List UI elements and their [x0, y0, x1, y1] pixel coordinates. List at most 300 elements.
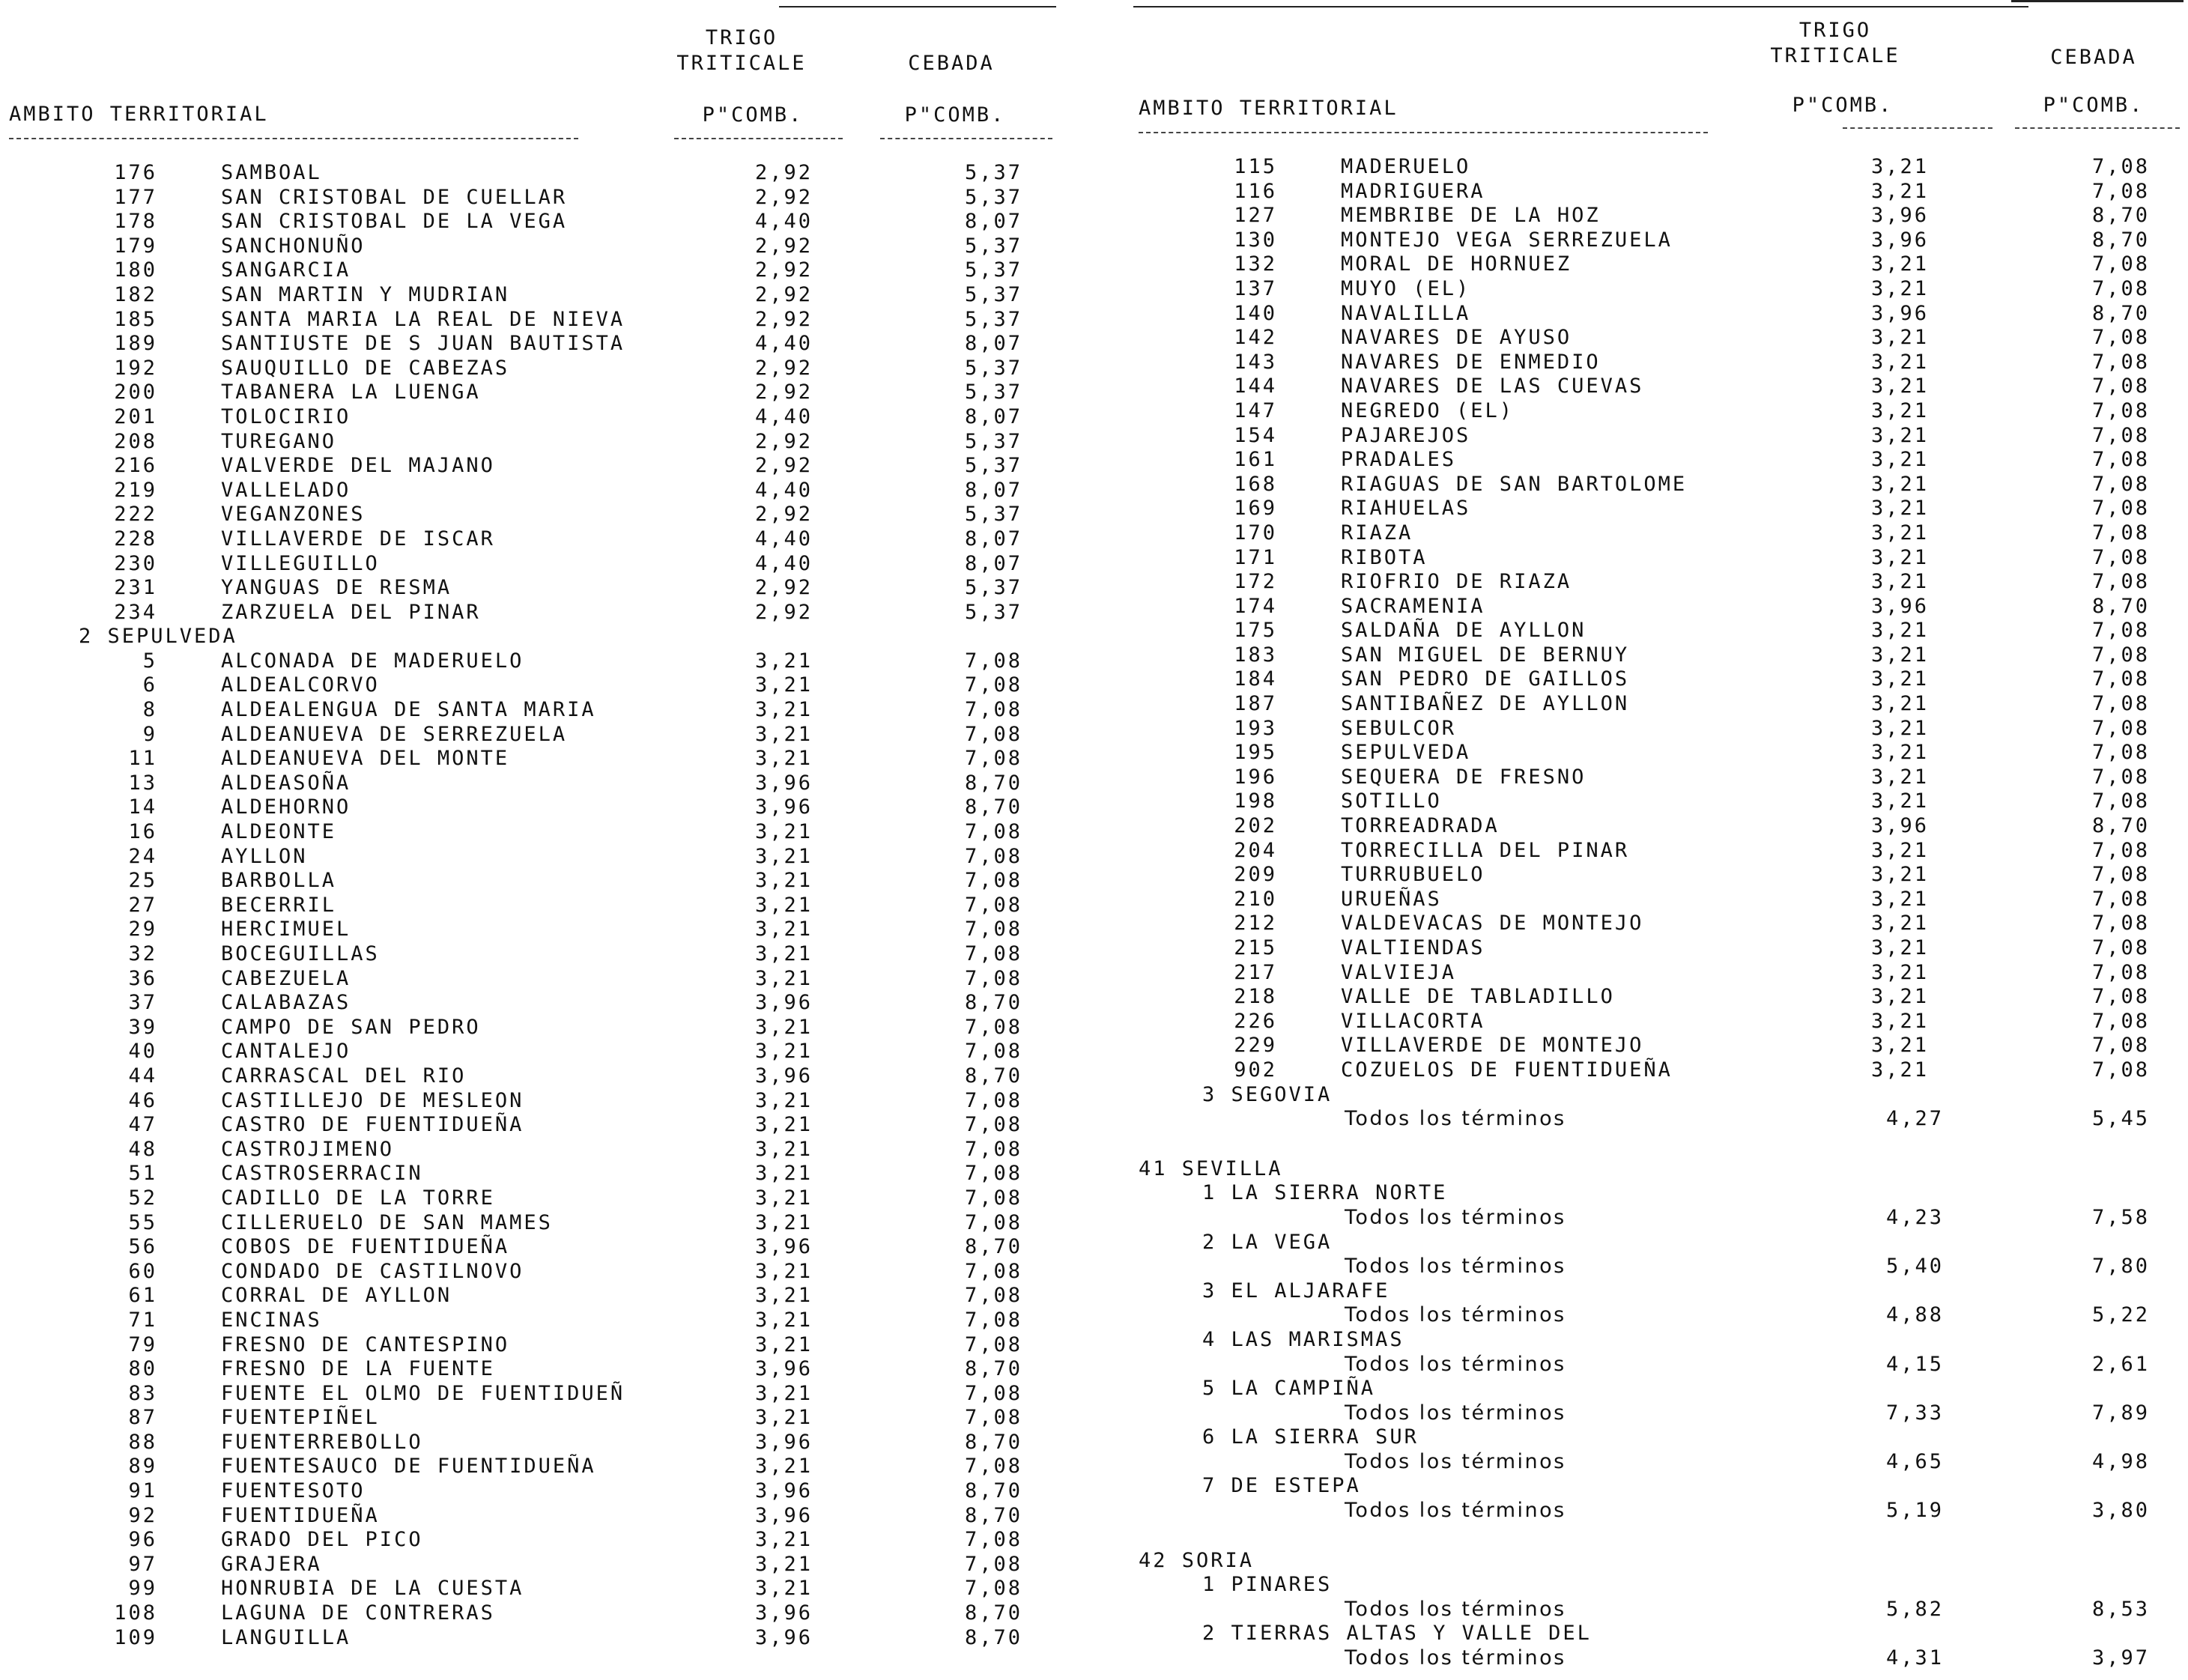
municipality-name: VALVIEJA	[1341, 960, 1457, 984]
table-row	[1127, 228, 2184, 253]
municipality-name: MORAL DE HORNUEZ	[1341, 252, 1572, 276]
cebada-value: 7,58	[2091, 1205, 2150, 1229]
table-row	[0, 380, 1079, 405]
trigo-value: 3,21	[754, 1210, 813, 1234]
cebada-value: 7,08	[2091, 1009, 2150, 1033]
municipality-code: 143	[1234, 350, 1277, 374]
municipality-name: SAMBOAL	[221, 161, 322, 184]
municipality-name: BARBOLLA	[221, 869, 337, 893]
municipality-name: CABEZUELA	[221, 966, 351, 990]
municipality-code: 46	[128, 1088, 157, 1112]
header-triticale-label: TRITICALE	[676, 52, 807, 75]
cebada-value: 5,37	[964, 282, 1022, 306]
cebada-value: 7,08	[2091, 887, 2150, 911]
trigo-value: 3,96	[754, 1357, 813, 1381]
comarca-label: 1 LA SIERRA NORTE	[1202, 1181, 1448, 1205]
municipality-code: 8	[142, 698, 157, 722]
municipality-code: 168	[1234, 472, 1277, 496]
trigo-value: 3,21	[754, 722, 813, 746]
municipality-name: BECERRIL	[221, 893, 337, 917]
comarca-label: 1 PINARES	[1202, 1573, 1333, 1597]
municipality-name: SANTIUSTE DE S JUAN BAUTISTA	[221, 332, 625, 356]
table-row	[1127, 399, 2184, 424]
trigo-value: 3,96	[754, 1479, 813, 1503]
trigo-value: 2,92	[754, 234, 813, 258]
trigo-value: 3,96	[1870, 594, 1929, 618]
municipality-name: TORREADRADA	[1341, 814, 1500, 838]
municipality-code: 132	[1234, 252, 1277, 276]
cebada-value: 7,80	[2091, 1255, 2150, 1279]
table-row	[1127, 424, 2184, 449]
municipality-name: ALDEANUEVA DEL MONTE	[221, 747, 510, 771]
cebada-value: 7,08	[964, 1015, 1022, 1039]
cebada-value: 5,37	[964, 503, 1022, 527]
cebada-value: 7,08	[2091, 521, 2150, 545]
comarca-label: 2 SEPULVEDA	[79, 625, 237, 649]
table-row	[0, 1382, 1079, 1407]
cebada-value: 7,08	[2091, 985, 2150, 1009]
municipality-code: 61	[128, 1284, 157, 1308]
cebada-value: 7,08	[964, 918, 1022, 941]
trigo-value: 3,21	[1870, 765, 1929, 789]
todos-row	[1127, 1401, 2184, 1426]
trigo-value: 3,21	[754, 1577, 813, 1601]
trigo-value: 3,96	[754, 991, 813, 1015]
table-row	[0, 1553, 1079, 1577]
municipality-name: COZUELOS DE FUENTIDUEÑA	[1341, 1058, 1673, 1082]
municipality-code: 48	[128, 1137, 157, 1161]
cebada-value: 3,97	[2091, 1646, 2150, 1670]
cebada-value: 5,37	[964, 161, 1022, 184]
cebada-value: 7,08	[2091, 155, 2150, 178]
trigo-value: 3,21	[754, 1040, 813, 1064]
header-divider-ambito	[1139, 132, 1708, 133]
municipality-code: 130	[1234, 228, 1277, 252]
municipality-name: LANGUILLA	[221, 1625, 351, 1649]
table-row	[0, 1528, 1079, 1553]
municipality-name: CAMPO DE SAN PEDRO	[221, 1015, 481, 1039]
trigo-value: 3,21	[1870, 252, 1929, 276]
trigo-value: 3,21	[1870, 374, 1929, 398]
cebada-value: 7,08	[2091, 374, 2150, 398]
cebada-value: 8,70	[2091, 204, 2150, 228]
municipality-name: PRADALES	[1341, 448, 1457, 472]
municipality-name: VALLE DE TABLADILLO	[1341, 985, 1615, 1009]
cebada-value: 5,37	[964, 356, 1022, 380]
comarca-label: 7 DE ESTEPA	[1202, 1474, 1361, 1498]
trigo-value: 4,23	[1885, 1205, 1944, 1229]
municipality-name: VILLEGUILLO	[221, 551, 380, 575]
municipality-name: ALDEONTE	[221, 820, 337, 844]
municipality-code: 226	[1234, 1009, 1277, 1033]
municipality-code: 185	[114, 307, 157, 331]
todos-row	[1127, 1206, 2184, 1231]
trigo-value: 3,21	[754, 844, 813, 868]
cebada-value: 7,08	[2091, 912, 2150, 935]
header-divider-trigo	[1843, 127, 1992, 129]
trigo-value: 3,21	[754, 1332, 813, 1356]
cebada-value: 5,45	[2091, 1107, 2150, 1131]
municipality-name: SAN CRISTOBAL DE CUELLAR	[221, 185, 568, 209]
table-row	[1127, 277, 2184, 302]
todos-row	[1127, 1353, 2184, 1377]
municipality-name: GRAJERA	[221, 1552, 322, 1576]
trigo-value: 3,21	[1870, 643, 1929, 667]
municipality-name: ALDEALENGUA DE SANTA MARIA	[221, 698, 596, 722]
municipality-code: 170	[1234, 521, 1277, 545]
table-row	[0, 1308, 1079, 1333]
cebada-value: 7,08	[964, 1210, 1022, 1234]
comarca-heading	[1127, 1377, 2184, 1401]
municipality-name: ALDEANUEVA DE SERREZUELA	[221, 722, 568, 746]
trigo-value: 3,21	[754, 893, 813, 917]
cebada-value: 7,08	[964, 1162, 1022, 1186]
cebada-value: 7,08	[2091, 863, 2150, 887]
table-row	[1127, 1034, 2184, 1058]
municipality-code: 87	[128, 1406, 157, 1430]
header-divider-cebada	[2015, 127, 2180, 129]
municipality-name: VALDEVACAS DE MONTEJO	[1341, 912, 1644, 935]
trigo-value: 3,21	[754, 918, 813, 941]
cebada-value: 8,70	[964, 795, 1022, 819]
cebada-value: 7,08	[2091, 741, 2150, 765]
trigo-value: 3,21	[1870, 472, 1929, 496]
table-row	[0, 332, 1079, 357]
trigo-value: 3,21	[1870, 838, 1929, 862]
trigo-value: 2,92	[754, 161, 813, 184]
municipality-name: MADERUELO	[1341, 155, 1471, 178]
trigo-value: 3,21	[754, 1406, 813, 1430]
trigo-value: 3,21	[754, 1113, 813, 1137]
municipality-name: RIAHUELAS	[1341, 497, 1471, 521]
municipality-code: 109	[114, 1625, 157, 1649]
trigo-value: 3,21	[754, 1137, 813, 1161]
municipality-name: CONDADO DE CASTILNOVO	[221, 1259, 524, 1283]
table-row	[1127, 692, 2184, 717]
municipality-code: 234	[114, 600, 157, 624]
municipality-name: CASTRO DE FUENTIDUEÑA	[221, 1113, 524, 1137]
trigo-value: 3,96	[754, 1064, 813, 1088]
cebada-value: 8,07	[964, 404, 1022, 428]
table-row	[0, 1040, 1079, 1064]
trigo-value: 3,96	[754, 795, 813, 819]
table-row	[0, 991, 1079, 1016]
trigo-value: 3,21	[754, 820, 813, 844]
cebada-value: 7,08	[964, 869, 1022, 893]
trigo-value: 4,40	[754, 478, 813, 502]
trigo-value: 2,92	[754, 380, 813, 404]
cebada-value: 7,08	[2091, 1058, 2150, 1082]
trigo-value: 3,21	[754, 1284, 813, 1308]
top-rule-right	[2011, 0, 2184, 2]
municipality-code: 184	[1234, 667, 1277, 691]
municipality-code: 180	[114, 258, 157, 282]
cebada-value: 8,70	[2091, 301, 2150, 325]
municipality-code: 51	[128, 1162, 157, 1186]
municipality-code: 175	[1234, 619, 1277, 643]
cebada-value: 8,70	[2091, 814, 2150, 838]
municipality-name: MEMBRIBE DE LA HOZ	[1341, 204, 1601, 228]
table-row	[0, 1333, 1079, 1358]
cebada-value: 7,08	[964, 966, 1022, 990]
cebada-value: 8,70	[964, 1357, 1022, 1381]
municipality-name: TOLOCIRIO	[221, 404, 351, 428]
table-row	[0, 649, 1079, 674]
municipality-name: SOTILLO	[1341, 789, 1442, 813]
trigo-value: 3,21	[1870, 423, 1929, 447]
cebada-value: 8,70	[964, 991, 1022, 1015]
header-divider-ambito	[9, 138, 578, 139]
cebada-value: 7,08	[2091, 838, 2150, 862]
trigo-value: 2,92	[754, 454, 813, 478]
municipality-code: 216	[114, 454, 157, 478]
cebada-value: 7,08	[2091, 179, 2150, 203]
municipality-code: 116	[1234, 179, 1277, 203]
table-row	[0, 1138, 1079, 1162]
right-table-body	[1127, 155, 2184, 1671]
municipality-code: 92	[128, 1503, 157, 1527]
cebada-value: 7,08	[2091, 276, 2150, 300]
comarca-label: 6 LA SIERRA SUR	[1202, 1425, 1419, 1449]
trigo-value: 3,96	[754, 1625, 813, 1649]
municipality-code: 228	[114, 527, 157, 551]
cebada-value: 5,22	[2091, 1303, 2150, 1327]
municipality-code: 196	[1234, 765, 1277, 789]
trigo-value: 3,21	[1870, 398, 1929, 422]
table-row	[0, 161, 1079, 186]
cebada-value: 5,37	[964, 307, 1022, 331]
trigo-value: 3,21	[1870, 887, 1929, 911]
municipality-name: HERCIMUEL	[221, 918, 351, 941]
municipality-name: MADRIGUERA	[1341, 179, 1485, 203]
municipality-name: CORRAL DE AYLLON	[221, 1284, 452, 1308]
cebada-value: 8,07	[964, 527, 1022, 551]
table-row	[0, 1162, 1079, 1186]
trigo-value: 3,21	[754, 649, 813, 673]
cebada-value: 7,08	[964, 893, 1022, 917]
municipality-name: SEBULCOR	[1341, 716, 1457, 740]
trigo-value: 3,21	[754, 1455, 813, 1479]
table-row	[1127, 985, 2184, 1010]
cebada-value: 7,08	[964, 1528, 1022, 1552]
table-row	[0, 1260, 1079, 1285]
trigo-value: 3,21	[1870, 667, 1929, 691]
cebada-value: 7,08	[2091, 619, 2150, 643]
cebada-value: 8,70	[964, 1235, 1022, 1259]
todos-label: Todos los términos	[1345, 1449, 1566, 1473]
municipality-code: 40	[128, 1040, 157, 1064]
header-triticale-label: TRITICALE	[1770, 44, 1900, 67]
municipality-code: 24	[128, 844, 157, 868]
cebada-value: 8,70	[964, 1064, 1022, 1088]
municipality-code: 219	[114, 478, 157, 502]
cebada-value: 5,37	[964, 576, 1022, 600]
municipality-code: 108	[114, 1601, 157, 1625]
cebada-value: 7,08	[964, 1455, 1022, 1479]
municipality-name: VILLAVERDE DE MONTEJO	[1341, 1034, 1644, 1058]
municipality-name: MONTEJO VEGA SERREZUELA	[1341, 228, 1673, 252]
trigo-value: 3,96	[1870, 228, 1929, 252]
municipality-name: VILLAVERDE DE ISCAR	[221, 527, 495, 551]
comarca-label: 5 LA CAMPIÑA	[1202, 1377, 1376, 1401]
municipality-code: 127	[1234, 204, 1277, 228]
cebada-value: 7,08	[2091, 1034, 2150, 1058]
cebada-value: 5,37	[964, 185, 1022, 209]
todos-label: Todos los términos	[1345, 1303, 1566, 1327]
municipality-code: 9	[142, 722, 157, 746]
trigo-value: 3,21	[754, 698, 813, 722]
cebada-value: 8,70	[964, 1601, 1022, 1625]
comarca-heading	[1127, 1231, 2184, 1255]
table-row	[0, 552, 1079, 577]
cebada-value: 7,08	[2091, 643, 2150, 667]
trigo-value: 3,96	[754, 1430, 813, 1454]
table-row	[1127, 912, 2184, 936]
cebada-value: 7,08	[2091, 497, 2150, 521]
provincia-label: 41 SEVILLA	[1139, 1156, 1283, 1180]
left-table-body	[0, 161, 1079, 1650]
cebada-value: 8,70	[2091, 594, 2150, 618]
municipality-name: ALCONADA DE MADERUELO	[221, 649, 524, 673]
municipality-code: 36	[128, 966, 157, 990]
todos-row	[1127, 1255, 2184, 1279]
municipality-code: 192	[114, 356, 157, 380]
comarca-heading	[1127, 1328, 2184, 1353]
table-row	[1127, 595, 2184, 619]
municipality-code: 187	[1234, 692, 1277, 716]
table-row	[1127, 180, 2184, 204]
cebada-value: 7,08	[964, 1284, 1022, 1308]
trigo-value: 5,82	[1885, 1597, 1944, 1621]
trigo-value: 3,21	[1870, 326, 1929, 350]
municipality-name: CASTILLEJO DE MESLEON	[221, 1088, 524, 1112]
cebada-value: 7,08	[964, 1186, 1022, 1210]
municipality-code: 11	[128, 747, 157, 771]
trigo-value: 4,40	[754, 210, 813, 234]
header-trigo-label: TRIGO	[705, 26, 778, 49]
trigo-value: 4,40	[754, 404, 813, 428]
table-row	[0, 673, 1079, 698]
municipality-name: SAN PEDRO DE GAILLOS	[1341, 667, 1630, 691]
municipality-name: CANTALEJO	[221, 1040, 351, 1064]
todos-label: Todos los términos	[1345, 1499, 1566, 1523]
table-row	[0, 820, 1079, 845]
municipality-code: 195	[1234, 741, 1277, 765]
cebada-value: 7,08	[964, 1088, 1022, 1112]
todos-row	[1127, 1499, 2184, 1523]
trigo-value: 3,96	[754, 1601, 813, 1625]
trigo-value: 3,21	[754, 1308, 813, 1332]
header-cebada: CEBADA	[908, 52, 995, 75]
cebada-value: 7,08	[2091, 960, 2150, 984]
municipality-name: CASTROSERRACIN	[221, 1162, 423, 1186]
municipality-code: 137	[1234, 276, 1277, 300]
municipality-name: CASTROJIMENO	[221, 1137, 395, 1161]
trigo-value: 3,21	[1870, 448, 1929, 472]
table-row	[0, 1357, 1079, 1382]
municipality-name: TUREGANO	[221, 429, 337, 453]
table-row	[0, 942, 1079, 967]
cebada-value: 7,08	[964, 1552, 1022, 1576]
trigo-value: 3,96	[1870, 301, 1929, 325]
comarca-heading	[1127, 1279, 2184, 1304]
table-row	[0, 1406, 1079, 1431]
municipality-code: 83	[128, 1381, 157, 1405]
header-trigo-pcomb: P"COMB.	[1792, 94, 1894, 117]
table-row	[0, 258, 1079, 283]
trigo-value: 3,21	[1870, 545, 1929, 569]
table-row	[1127, 302, 2184, 327]
trigo-value: 4,31	[1885, 1646, 1944, 1670]
municipality-code: 208	[114, 429, 157, 453]
cebada-value: 5,37	[964, 380, 1022, 404]
municipality-name: TURRUBUELO	[1341, 863, 1485, 887]
trigo-value: 3,96	[1870, 814, 1929, 838]
cebada-value: 7,08	[2091, 350, 2150, 374]
provincia-heading	[1127, 1157, 2184, 1182]
trigo-value: 3,21	[754, 942, 813, 965]
cebada-value: 8,07	[964, 332, 1022, 356]
municipality-name: FUENTESOTO	[221, 1479, 366, 1503]
municipality-name: SANTIBAÑEZ DE AYLLON	[1341, 692, 1630, 716]
trigo-value: 2,92	[754, 429, 813, 453]
trigo-value: 3,21	[754, 1259, 813, 1283]
table-row	[0, 1455, 1079, 1479]
municipality-code: 176	[114, 161, 157, 184]
municipality-name: TORRECILLA DEL PINAR	[1341, 838, 1630, 862]
municipality-code: 25	[128, 869, 157, 893]
municipality-name: CADILLO DE LA TORRE	[221, 1186, 495, 1210]
cebada-value: 5,37	[964, 429, 1022, 453]
table-row	[1127, 521, 2184, 546]
municipality-name: RIBOTA	[1341, 545, 1428, 569]
municipality-name: VALTIENDAS	[1341, 936, 1485, 959]
cebada-value: 7,08	[2091, 936, 2150, 959]
municipality-name: FRESNO DE CANTESPINO	[221, 1332, 510, 1356]
table-row	[0, 210, 1079, 234]
municipality-code: 169	[1234, 497, 1277, 521]
cebada-value: 8,70	[2091, 228, 2150, 252]
municipality-name: ZARZUELA DEL PINAR	[221, 600, 481, 624]
municipality-code: 52	[128, 1186, 157, 1210]
table-row	[1127, 619, 2184, 643]
municipality-code: 230	[114, 551, 157, 575]
trigo-value: 3,21	[1870, 789, 1929, 813]
municipality-code: 200	[114, 380, 157, 404]
cebada-value: 7,08	[964, 844, 1022, 868]
municipality-name: MUYO (EL)	[1341, 276, 1471, 300]
comarca-heading	[1127, 1573, 2184, 1598]
todos-label: Todos los términos	[1345, 1646, 1566, 1670]
municipality-name: YANGUAS DE RESMA	[221, 576, 452, 600]
cebada-value: 5,37	[964, 234, 1022, 258]
table-row	[0, 1626, 1079, 1651]
trigo-value: 4,65	[1885, 1449, 1944, 1473]
table-row	[1127, 888, 2184, 912]
cebada-value: 7,08	[2091, 472, 2150, 496]
cebada-value: 7,08	[964, 747, 1022, 771]
table-row	[1127, 473, 2184, 497]
table-row	[1127, 667, 2184, 692]
trigo-value: 2,92	[754, 185, 813, 209]
municipality-code: 179	[114, 234, 157, 258]
table-row	[1127, 497, 2184, 521]
municipality-name: SACRAMENIA	[1341, 594, 1485, 618]
comarca-label: 3 SEGOVIA	[1202, 1082, 1333, 1106]
table-row	[0, 1211, 1079, 1236]
municipality-name: NAVARES DE LAS CUEVAS	[1341, 374, 1644, 398]
municipality-name: FRESNO DE LA FUENTE	[221, 1357, 495, 1381]
